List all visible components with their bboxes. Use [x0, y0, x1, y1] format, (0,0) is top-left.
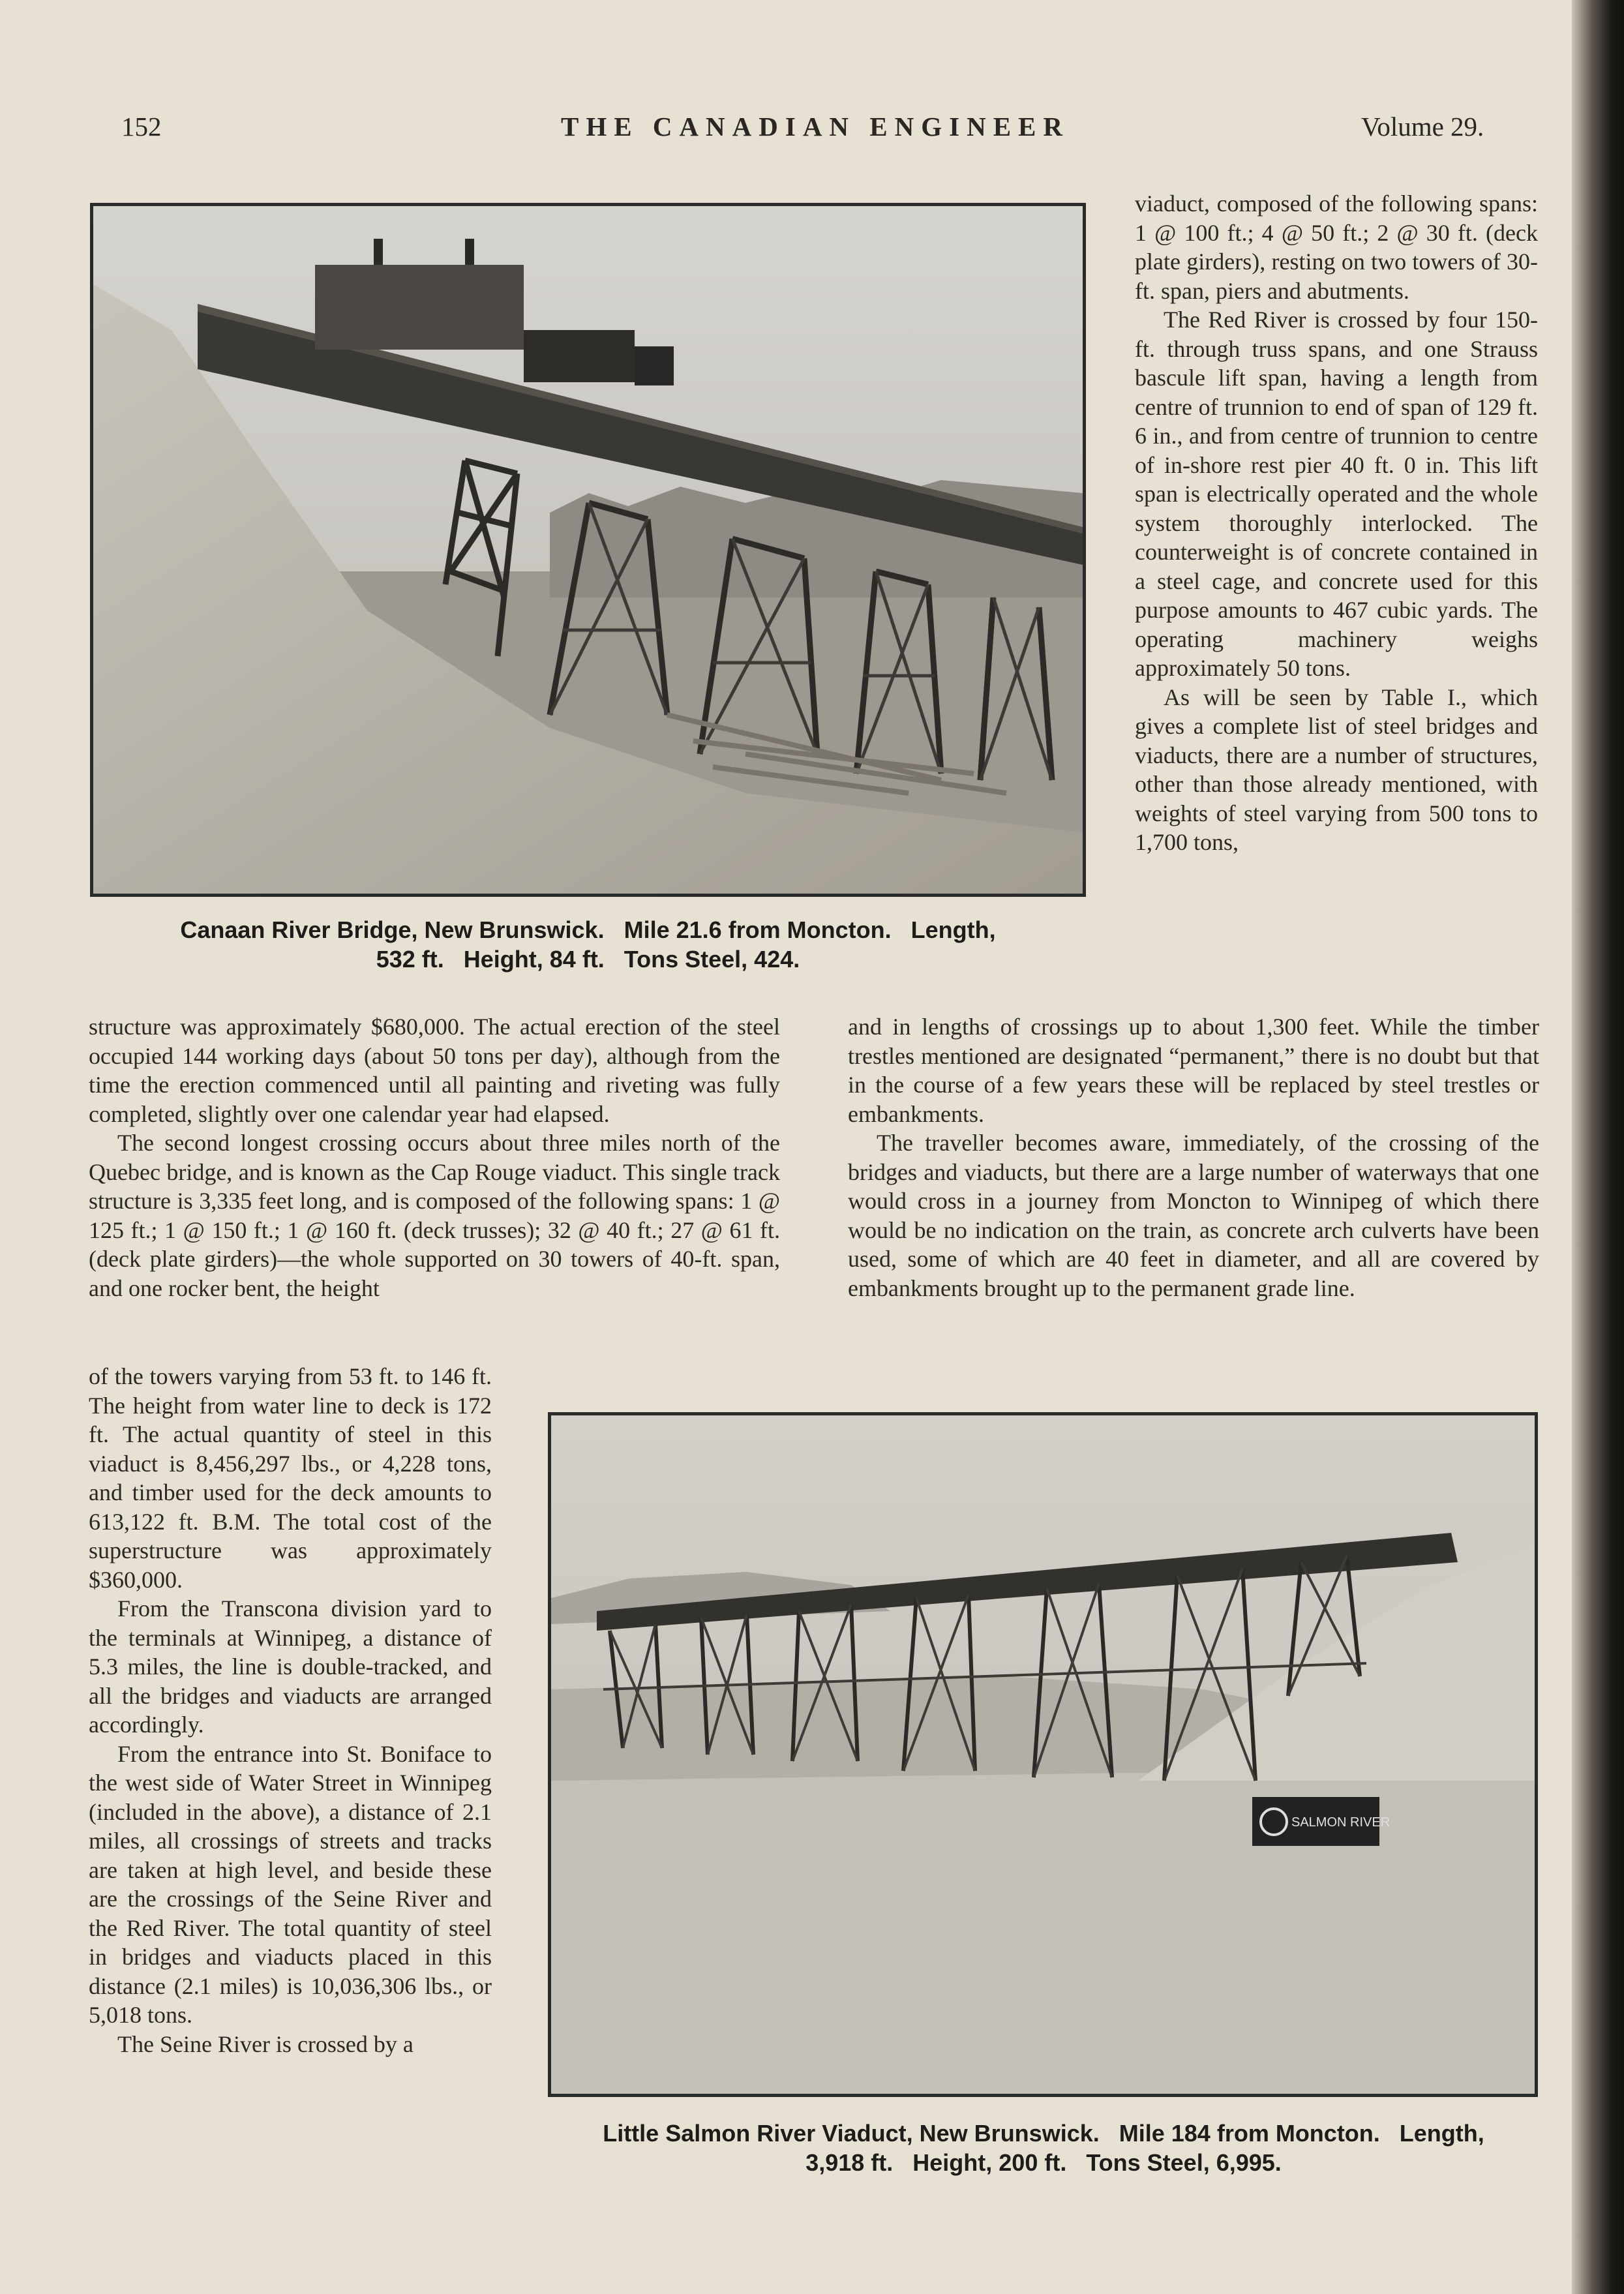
paragraph: From the entrance into St. Boniface to the west side of Water Street in Winnipeg (included in the above), a distance of 2.1 miles, all crossings of streets and tracks are taken at high level, and beside these are the crossings of the Seine River and the Red River. The total quantity of steel in bridges and viaducts placed in this distance (2.1 miles) is 10,036,306 lbs., or 5,018 tons. [89, 1740, 492, 2028]
canaan-caption-line2: 532 ft. Height, 84 ft. Tons Steel, 424. [376, 946, 800, 973]
left-column-mid [89, 1012, 780, 1303]
right-column-top [1135, 189, 1538, 857]
paragraph: From the Transcona division yard to the terminals at Winnipeg, a distance of 5.3 miles, the line is double-tracked, and all the bridges and viaducts are arranged accordingly. [89, 1595, 492, 1738]
paragraph: The traveller becomes aware, immediately, of the crossing of the bridges and viaducts, but there are a large number of waterways that one would cross in a journey from Moncton to Winnipeg of which there would be no indication on the train, as concrete arch culverts have been used, some of which are 40 feet in diameter, and all are covered by embankments brought up to the permanent grade line. [848, 1130, 1539, 1301]
little-salmon-viaduct-photo [548, 1412, 1538, 2097]
paragraph: and in lengths of crossings up to about 1,300 feet. While the timber trestles mentioned are designated “permanent,” there is no doubt but that in the course of a few years these will be replaced by steel trestles or embankments. [848, 1014, 1539, 1127]
paragraph: of the towers varying from 53 ft. to 146 ft. The height from water line to deck is 172 ft. The actual quantity of steel in this viaduct is 8,456,297 lbs., or 4,228 tons, and timber used for the deck amounts to 613,122 ft. B.M. The total cost of the superstructure was approximately $360,000. [89, 1363, 492, 1593]
page-edge-shadow [1572, 0, 1624, 2294]
salmon-caption [535, 2119, 1552, 2177]
canaan-caption [90, 915, 1086, 974]
left-column-narrow [89, 1362, 492, 2059]
salmon-caption-line1: Little Salmon River Viaduct, New Brunswick. Mile 184 from Moncton. Length, [603, 2120, 1484, 2147]
paragraph: As will be seen by Table I., which gives a complete list of steel bridges and viaducts, there are a number of structures, other than those already mentioned, with weights of steel varying from 500 tons to 1,700 tons, [1135, 684, 1538, 855]
paragraph: The Red River is crossed by four 150-ft. through truss spans, and one Strauss bascule lift span, having a length from centre of trunnion to end of span of 129 ft. 6 in., and from centre of trunnion to centre of in-shore rest pier 40 ft. 0 in. This lift span is electrically operated and the whole system thoroughly interlocked. The counterweight is of concrete contained in a steel cage, and concrete used for this purpose amounts to 467 cubic yards. The operating machinery weighs approximately 50 tons. [1135, 307, 1538, 681]
right-column-mid [848, 1012, 1539, 1303]
volume-label: Volume 29. [1361, 112, 1484, 142]
salmon-caption-line2: 3,918 ft. Height, 200 ft. Tons Steel, 6,995. [805, 2149, 1282, 2176]
page-number: 152 [121, 112, 162, 142]
paragraph: The second longest crossing occurs about three miles north of the Quebec bridge, and is known as the Cap Rouge viaduct. This single track structure is 3,335 feet long, and is composed of the following spans: 1 @ 125 ft.; 1 @ 150 ft.; 1 @ 160 ft. (deck trusses); 32 @ 40 ft.; 27 @ 61 ft. (deck plate girders)—the whole supported on 30 towers of 40-ft. span, and one rocker bent, the height [89, 1130, 780, 1301]
journal-title: THE CANADIAN ENGINEER [560, 112, 1070, 142]
canaan-river-bridge-photo [90, 203, 1086, 897]
salmon-sign-text: SALMON RIVER [1291, 1815, 1391, 1830]
canaan-caption-line1: Canaan River Bridge, New Brunswick. Mile 21.6 from Moncton. Length, [180, 916, 996, 943]
paragraph: The Seine River is crossed by a [117, 2030, 414, 2057]
paragraph: structure was approximately $680,000. The actual erection of the steel occupied 144 working days (about 50 tons per day), although from the time the erection commenced until all painting and riveting was fully completed, slightly over one calendar year had elapsed. [89, 1014, 780, 1127]
paragraph: viaduct, composed of the following spans: 1 @ 100 ft.; 4 @ 50 ft.; 2 @ 30 ft. (deck plate girders), resting on two towers of 30-ft. span, piers and abutments. [1135, 190, 1538, 304]
